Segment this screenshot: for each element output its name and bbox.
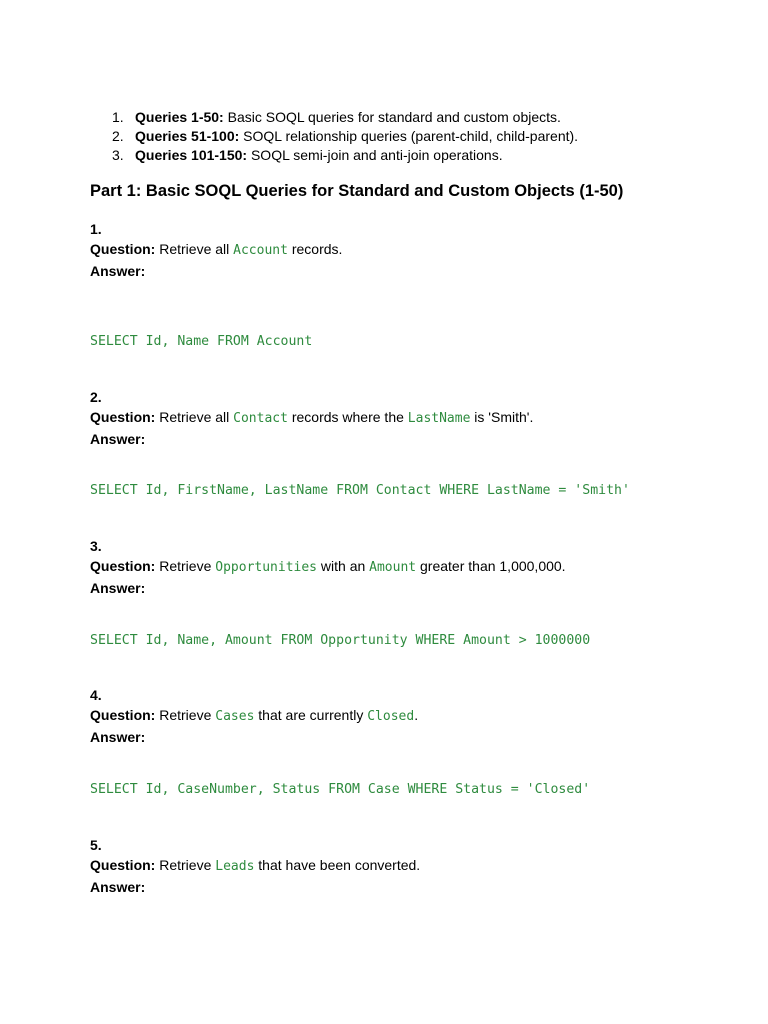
- question-text: .: [414, 707, 419, 723]
- toc-number: 3.: [112, 147, 124, 163]
- inline-code: Amount: [369, 560, 417, 575]
- item-number: 3.: [90, 538, 102, 554]
- question-block: [90, 685, 750, 747]
- question-text: Retrieve: [159, 707, 216, 723]
- question-label: Question:: [90, 558, 156, 574]
- code-snippet: SELECT Id, FirstName, LastName FROM Contact WHERE LastName = 'Smith': [90, 483, 630, 498]
- question-text: with an: [317, 558, 370, 574]
- question-block: [90, 536, 750, 598]
- inline-code: Closed: [367, 709, 415, 724]
- toc-label: Queries 51-100:: [135, 128, 240, 144]
- toc-item: [112, 127, 578, 146]
- inline-code: Opportunities: [215, 560, 318, 575]
- toc-item: [112, 146, 578, 165]
- toc-number: 1.: [112, 109, 124, 125]
- inline-code: Account: [233, 243, 288, 258]
- answer-label: Answer:: [90, 431, 146, 447]
- question-text: greater than 1,000,000.: [416, 558, 566, 574]
- code-snippet: SELECT Id, CaseNumber, Status FROM Case WHERE Status = 'Closed': [90, 782, 591, 797]
- question-text: is 'Smith'.: [470, 409, 534, 425]
- answer-label: Answer:: [90, 263, 146, 279]
- question-text: Retrieve: [159, 857, 216, 873]
- question-text: that are currently: [254, 707, 368, 723]
- item-number: 4.: [90, 687, 102, 703]
- item-number: 2.: [90, 389, 102, 405]
- question-label: Question:: [90, 241, 156, 257]
- toc-text: SOQL semi-join and anti-join operations.: [247, 147, 503, 163]
- table-of-contents: [112, 108, 578, 165]
- toc-text: SOQL relationship queries (parent-child, child-parent).: [239, 128, 579, 144]
- question-block: [90, 835, 750, 897]
- question-block: [90, 387, 750, 449]
- question-label: Question:: [90, 409, 156, 425]
- answer-label: Answer:: [90, 580, 146, 596]
- question-text: that have been converted.: [254, 857, 421, 873]
- answer-label: Answer:: [90, 729, 146, 745]
- toc-label: Queries 101-150:: [135, 147, 248, 163]
- section-heading: Part 1: Basic SOQL Queries for Standard and Custom Objects (1-50): [90, 182, 624, 200]
- question-text: records.: [287, 241, 343, 257]
- toc-number: 2.: [112, 128, 124, 144]
- item-number: 5.: [90, 837, 102, 853]
- inline-code: LastName: [407, 411, 471, 426]
- question-label: Question:: [90, 707, 156, 723]
- toc-text: Basic SOQL queries for standard and custom objects.: [223, 109, 561, 125]
- question-text: Retrieve all: [159, 241, 234, 257]
- code-snippet: SELECT Id, Name, Amount FROM Opportunity WHERE Amount > 1000000: [90, 633, 591, 648]
- toc-item: [112, 108, 578, 127]
- inline-code: Cases: [215, 709, 255, 724]
- code-snippet: SELECT Id, Name FROM Account: [90, 334, 313, 349]
- toc-label: Queries 1-50:: [135, 109, 224, 125]
- question-text: records where the: [287, 409, 408, 425]
- question-block: [90, 219, 750, 281]
- question-label: Question:: [90, 857, 156, 873]
- inline-code: Contact: [233, 411, 288, 426]
- inline-code: Leads: [215, 859, 255, 874]
- question-text: Retrieve all: [159, 409, 234, 425]
- answer-label: Answer:: [90, 879, 146, 895]
- question-text: Retrieve: [159, 558, 216, 574]
- item-number: 1.: [90, 221, 102, 237]
